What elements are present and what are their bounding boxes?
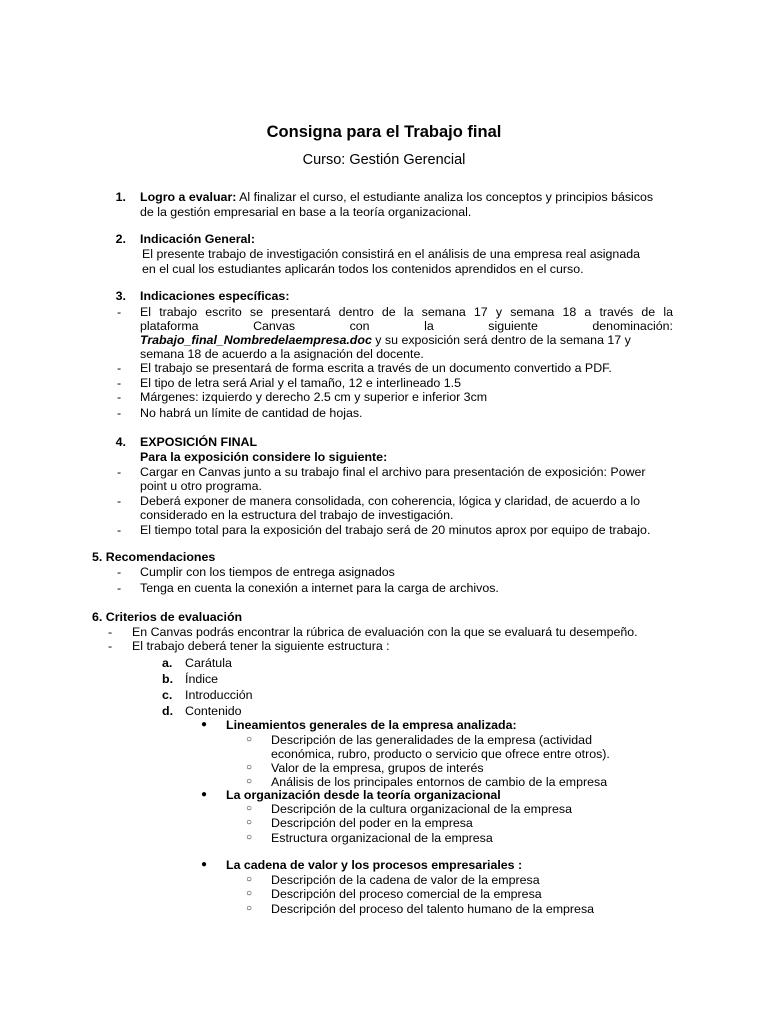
section-number: 3. xyxy=(115,289,126,303)
list-item: point u otro programa. xyxy=(140,479,262,493)
section-heading: Indicación General: xyxy=(140,232,255,246)
circle-marker: ○ xyxy=(246,832,253,843)
section-heading: 5. Recomendaciones xyxy=(92,550,216,564)
course-subtitle: Curso: Gestión Gerencial xyxy=(302,152,466,168)
letter-marker: d. xyxy=(162,704,174,718)
content-subitem: Descripción del proceso del talento humano de la empresa xyxy=(271,902,595,916)
circle-marker: ○ xyxy=(246,734,253,745)
section-heading: 6. Criterios de evaluación xyxy=(92,610,243,624)
structure-item: Introducción xyxy=(185,688,253,702)
content-subitem: Estructura organizacional de la empresa xyxy=(271,831,493,845)
structure-item: Carátula xyxy=(185,656,232,670)
bullet-marker: ● xyxy=(201,789,208,800)
circle-marker: ○ xyxy=(246,888,253,899)
content-group-heading: La organización desde la teoría organizacional xyxy=(226,788,501,802)
circle-marker: ○ xyxy=(246,776,253,787)
circle-marker: ○ xyxy=(246,874,253,885)
section-2-line-1: El presente trabajo de investigación consistirá en el análisis de una empresa real asignada xyxy=(142,247,640,261)
list-item: El trabajo deberá tener la siguiente estructura : xyxy=(132,639,390,653)
dash-marker: - xyxy=(117,465,122,479)
dash-marker: - xyxy=(117,406,122,420)
circle-marker: ○ xyxy=(246,803,253,814)
content-subitem: Descripción de la cultura organizacional de la empresa xyxy=(271,802,572,816)
list-item: El trabajo escrito se presentará dentro de la semana 17 y semana 18 a través de la xyxy=(140,305,673,319)
section-heading: Logro a evaluar: xyxy=(140,190,237,204)
content-subitem: Descripción de las generalidades de la empresa (actividad xyxy=(271,733,592,747)
list-item: Márgenes: izquierdo y derecho 2.5 cm y superior e inferior 3cm xyxy=(140,390,488,404)
content-subitem: Descripción del poder en la empresa xyxy=(271,816,473,830)
list-item: El tiempo total para la exposición del trabajo será de 20 minutos aprox por equipo de trabajo. xyxy=(140,523,651,537)
dash-marker: - xyxy=(117,361,122,375)
list-item: En Canvas podrás encontrar la rúbrica de evaluación con la que se evaluará tu desempeño. xyxy=(132,625,638,639)
section-1-line-1 xyxy=(140,190,670,205)
dash-marker: - xyxy=(117,390,122,404)
section-heading: EXPOSICIÓN FINAL xyxy=(140,435,258,449)
section-1-line-2: de la gestión empresarial en base a la teoría organizacional. xyxy=(140,205,472,219)
dash-marker: - xyxy=(117,581,122,595)
letter-marker: b. xyxy=(162,672,174,686)
content-subitem: Análisis de los principales entornos de cambio de la empresa xyxy=(271,775,608,789)
content-subitem: económica, rubro, producto o servicio que ofrece entre otros). xyxy=(271,747,610,761)
content-group-heading: Lineamientos generales de la empresa analizada: xyxy=(226,718,517,732)
section-number: 4. xyxy=(115,435,126,449)
content-group-heading: La cadena de valor y los procesos empresariales : xyxy=(226,858,523,872)
structure-item: Contenido xyxy=(185,704,242,718)
list-item: semana 18 de acuerdo a la asignación del docente. xyxy=(140,347,424,361)
dash-marker: - xyxy=(117,376,122,390)
letter-marker: c. xyxy=(162,688,173,702)
dash-marker: - xyxy=(108,639,113,653)
circle-marker: ○ xyxy=(246,762,253,773)
section-text: Al finalizar el curso, el estudiante analiza los conceptos y principios básicos xyxy=(239,190,654,204)
bullet-marker: ● xyxy=(201,859,208,870)
list-item: El tipo de letra será Arial y el tamaño, 12 e interlineado 1.5 xyxy=(140,376,461,390)
content-subitem: Descripción del proceso comercial de la empresa xyxy=(271,887,542,901)
list-item: Deberá exponer de manera consolidada, con coherencia, lógica y claridad, de acuerdo a lo xyxy=(140,494,641,508)
section-number: 1. xyxy=(115,190,126,204)
list-item: No habrá un límite de cantidad de hojas. xyxy=(140,406,363,420)
list-item: Cargar en Canvas junto a su trabajo final el archivo para presentación de exposición: Power xyxy=(140,465,646,479)
dash-marker: - xyxy=(117,523,122,537)
dash-marker: - xyxy=(117,494,122,508)
section-subheading: Para la exposición considere lo siguiente: xyxy=(140,450,388,464)
list-item: Tenga en cuenta la conexión a internet para la carga de archivos. xyxy=(140,581,499,595)
content-subitem: Descripción de la cadena de valor de la empresa xyxy=(271,873,540,887)
filename-text: Trabajo_final_Nombredelaempresa.doc xyxy=(140,333,372,347)
dash-marker: - xyxy=(108,625,113,639)
bullet-marker: ● xyxy=(201,719,208,730)
list-item: Trabajo_final_Nombredelaempresa.doc y su exposición será dentro de la semana 17 y xyxy=(140,333,631,347)
section-heading: Indicaciones específicas: xyxy=(140,289,290,303)
structure-item: Índice xyxy=(185,672,219,686)
list-item: Cumplir con los tiempos de entrega asignados xyxy=(140,565,395,579)
dash-marker: - xyxy=(117,305,122,319)
content-subitem: Valor de la empresa, grupos de interés xyxy=(271,761,484,775)
dash-marker: - xyxy=(117,565,122,579)
list-item: El trabajo se presentará de forma escrita a través de un documento convertido a PDF. xyxy=(140,361,612,375)
section-number: 2. xyxy=(115,232,126,246)
circle-marker: ○ xyxy=(246,903,253,914)
circle-marker: ○ xyxy=(246,817,253,828)
section-2-line-2: en el cual los estudiantes aplicarán todos los contenidos aprendidos en el curso. xyxy=(142,262,584,276)
page-title: Consigna para el Trabajo final xyxy=(266,123,502,141)
letter-marker: a. xyxy=(162,656,173,670)
list-item: considerado en la estructura del trabajo de investigación. xyxy=(140,508,454,522)
list-item: plataforma Canvas con la siguiente denominación: xyxy=(140,319,673,333)
